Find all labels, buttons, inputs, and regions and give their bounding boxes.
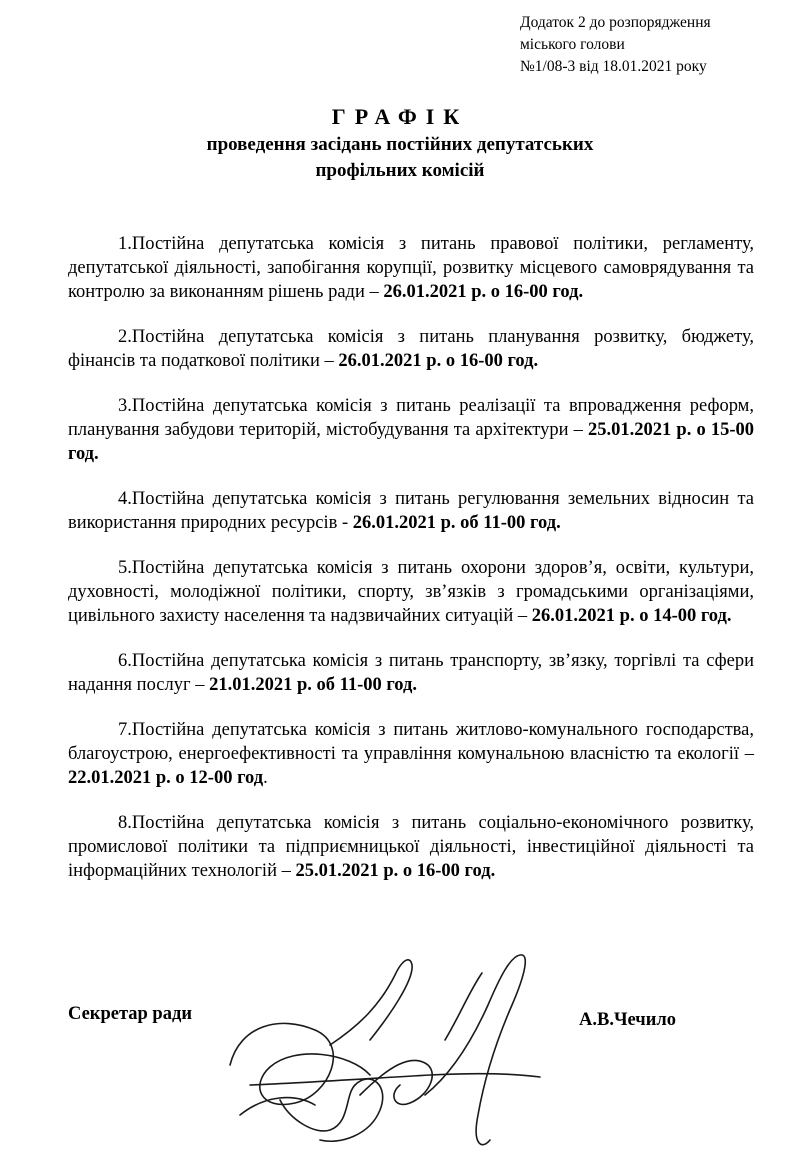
- commission-text: 2.Постійна депутатська комісія з питань планування розвитку, бюджету, фінансів та податкової політики –: [68, 327, 754, 371]
- commission-list: [68, 232, 754, 904]
- meeting-datetime: 25.01.2021 р. о 15-00 год.: [68, 420, 755, 464]
- meeting-datetime: 26.01.2021 р. о 16-00 год.: [383, 282, 584, 302]
- commission-item-1: [68, 232, 754, 304]
- commission-item-4: [68, 487, 754, 535]
- meeting-datetime: 22.01.2021 р. о 12-00 год: [68, 768, 264, 788]
- handwritten-signature: [220, 945, 560, 1160]
- meeting-datetime: 25.01.2021 р. о 16-00 год.: [295, 861, 496, 881]
- signatory-role: Секретар ради: [68, 1004, 192, 1024]
- commission-item-3: [68, 394, 754, 466]
- commission-item-6: [68, 649, 754, 697]
- commission-text: 1.Постійна депутатська комісія з питань правової політики, регламенту, депутатської діяльності, запобігання корупції, розвитку місцевого самоврядування та контролю за виконанням рішень ради –: [68, 234, 754, 302]
- meeting-datetime: 26.01.2021 р. о 14-00 год.: [531, 606, 732, 626]
- commission-text: 7.Постійна депутатська комісія з питань житлово-комунального господарства, благоустрою, енергоефективності та управління комунальною власністю та екології –: [68, 720, 754, 764]
- meeting-datetime: 26.01.2021 р. о 16-00 год.: [338, 351, 539, 371]
- commission-text: 6.Постійна депутатська комісія з питань транспорту, зв’язку, торгівлі та сфери надання послуг –: [68, 651, 754, 695]
- commission-text: 3.Постійна депутатська комісія з питань реалізації та впровадження реформ, планування забудови територій, містобудування та архітектури –: [68, 396, 754, 440]
- meeting-datetime: 21.01.2021 р. об 11-00 год.: [209, 675, 418, 695]
- annex-note: [520, 12, 711, 78]
- commission-item-8: [68, 811, 754, 883]
- signatory-name: А.В.Чечило: [579, 1010, 676, 1030]
- document-subtitle-line-2: профільних комісій: [315, 160, 485, 181]
- meeting-datetime: 26.01.2021 р. об 11-00 год.: [352, 513, 561, 533]
- commission-item-5: [68, 556, 754, 628]
- commission-item-2: [68, 325, 754, 373]
- commission-text: 4.Постійна депутатська комісія з питань регулювання земельних відносин та використання природних ресурсів -: [68, 489, 754, 533]
- annex-line-3: №1/08-3 від 18.01.2021 року: [520, 58, 707, 75]
- document-title: ГРАФІК: [331, 104, 469, 129]
- commission-text: 8.Постійна депутатська комісія з питань соціально-економічного розвитку, промислової політики та підприємницької діяльності, інвестиційної діяльності та інформаційних технологій –: [68, 813, 754, 881]
- commission-item-7: 7.Постійна депутатська комісія з питань житлово-комунального господарства, благоустрою, енергоефективності та управління комунальною власністю та екології – 22.01.2021 р. о 12-00 год.: [68, 720, 754, 788]
- commission-text: 5.Постійна депутатська комісія з питань охорони здоров’я, освіти, культури, духовності, молодіжної політики, спорту, зв’язків з громадськими організаціями, цивільного захисту населення та надзвичайних ситуацій –: [68, 558, 754, 626]
- document-subtitle-line-1: проведення засідань постійних депутатських: [206, 134, 594, 155]
- annex-line-2: міського голови: [520, 36, 625, 53]
- annex-line-1: Додаток 2 до розпорядження: [520, 14, 711, 31]
